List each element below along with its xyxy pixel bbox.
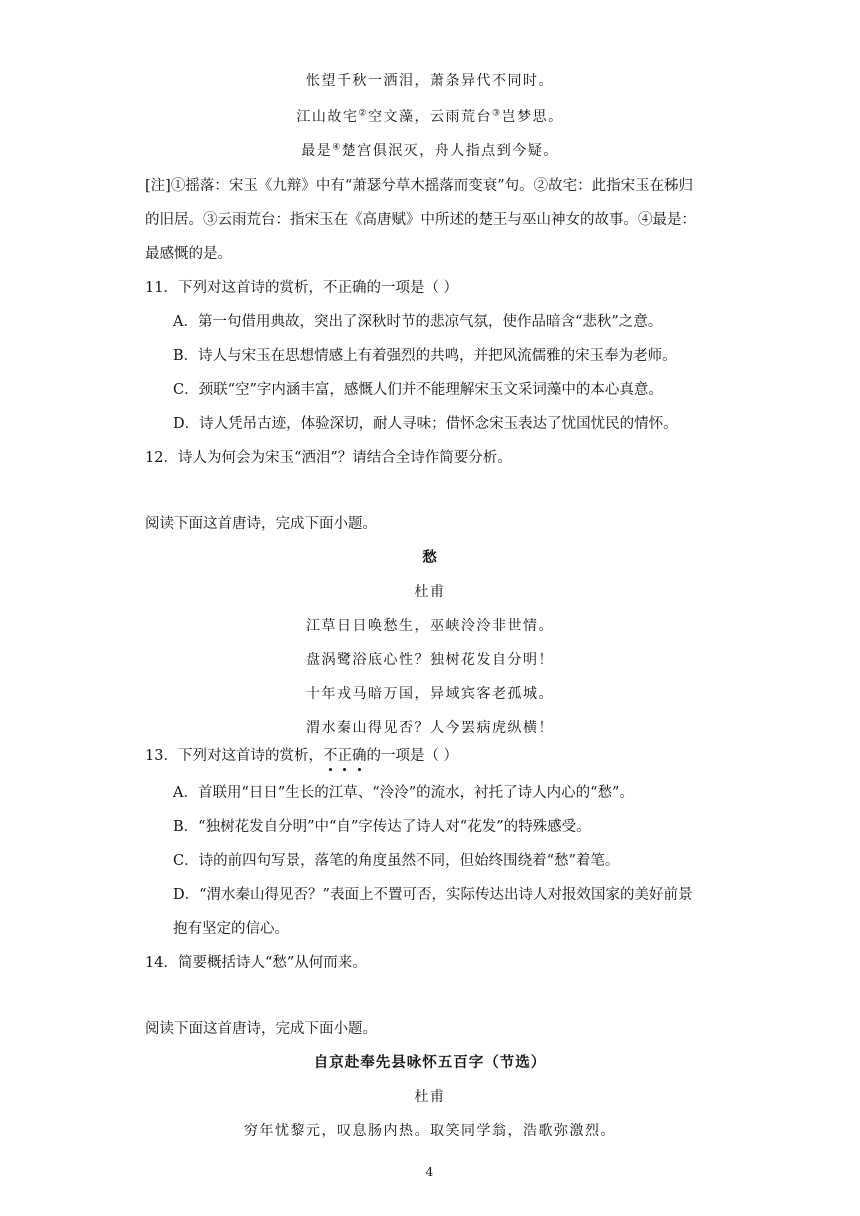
- question-13-option-d: D．“渭水秦山得见否？”表面上不置可否，实际传达出诗人对报效国家的美好前景: [173, 887, 693, 903]
- section2-poem-line-4: 渭水秦山得见否？人今罢病虎纵横！: [306, 720, 554, 736]
- question-11-stem: 11．下列对这首诗的赏析，不正确的一项是（ ）: [145, 280, 459, 296]
- question-11-option-b: B．诗人与宋玉在思想情感上有着强烈的共鸣，并把风流儒雅的宋玉奉为老师。: [173, 348, 677, 364]
- question-13-option-d-cont: 抱有坚定的信心。: [173, 921, 289, 937]
- section2-poem-line-3: 十年戎马暗万国，异域宾客老孤城。: [306, 686, 554, 702]
- section3-poem-author: 杜甫: [414, 1089, 446, 1105]
- note-line-2: 的旧居。③云雨荒台：指宋玉在《高唐赋》中所述的楚王与巫山神女的故事。④最是：: [145, 212, 696, 228]
- section2-intro: 阅读下面这首唐诗，完成下面小题。: [145, 516, 377, 532]
- question-14-stem: 14．简要概括诗人“愁”从何而来。: [145, 955, 367, 971]
- question-13-option-b: B．“独树花发自分明”中“自”字传达了诗人对“花发”的特殊感受。: [173, 819, 591, 835]
- section3-poem-line-1: 穷年忧黎元，叹息肠内热。取笑同学翁，浩歌弥激烈。: [244, 1123, 616, 1139]
- question-12-stem: 12．诗人为何会为宋玉“洒泪”？请结合全诗作简要分析。: [145, 450, 512, 466]
- poem1-line-1: 怅望千秋一洒泪，萧条异代不同时。: [306, 73, 554, 89]
- note-line-1: [注]①摇落：宋玉《九辩》中有“萧瑟兮草木摇落而变衰”句。②故宅：此指宋玉在秭归: [145, 178, 694, 194]
- section2-poem-author: 杜甫: [414, 584, 446, 600]
- poem1-line-2: 江山故宅②空文藻，云雨荒台③岂梦思。: [296, 108, 564, 125]
- section3-poem-title: 自京赴奉先县咏怀五百字（节选）: [313, 1054, 547, 1071]
- question-13-option-a: A．首联用“日日”生长的江草、“泠泠”的流水，衬托了诗人内心的“愁”。: [173, 785, 634, 801]
- emphasis-char: 正: [337, 748, 352, 764]
- section3-intro: 阅读下面这首唐诗，完成下面小题。: [145, 1021, 377, 1037]
- footnote-marker: ④: [332, 142, 342, 153]
- note-line-3: 最感慨的是。: [145, 246, 232, 262]
- section2-poem-line-1: 江草日日唤愁生，巫峡泠泠非世情。: [306, 618, 554, 634]
- emphasis-char: 确: [351, 748, 367, 764]
- footnote-marker: ③: [492, 108, 502, 119]
- question-11-option-d: D．诗人凭吊古迹，体验深切，耐人寻味；借怀念宋玉表达了忧国忧民的情怀。: [173, 416, 678, 432]
- section2-poem-title: 愁: [422, 549, 438, 566]
- question-13-stem: 13．下列对这首诗的赏析，不正确的一项是（ ）: [145, 748, 459, 764]
- emphasis-char: 不: [322, 748, 338, 764]
- question-11-option-a: A．第一句借用典故，突出了深秋时节的悲凉气氛，使作品暗含“悲秋”之意。: [173, 314, 663, 330]
- question-11-option-c: C．颈联“空”字内涵丰富，感慨人们并不能理解宋玉文采词藻中的本心真意。: [173, 382, 663, 398]
- question-13-option-c: C．诗的前四句写景，落笔的角度虽然不同，但始终围绕着“愁”着笔。: [173, 853, 620, 869]
- poem1-line-3: 最是④楚宫俱泯灭，舟人指点到今疑。: [301, 142, 559, 159]
- section2-poem-line-2: 盘涡鹭浴底心性？独树花发自分明！: [306, 652, 554, 668]
- page-number: 4: [425, 1165, 435, 1179]
- footnote-marker: ②: [358, 108, 368, 119]
